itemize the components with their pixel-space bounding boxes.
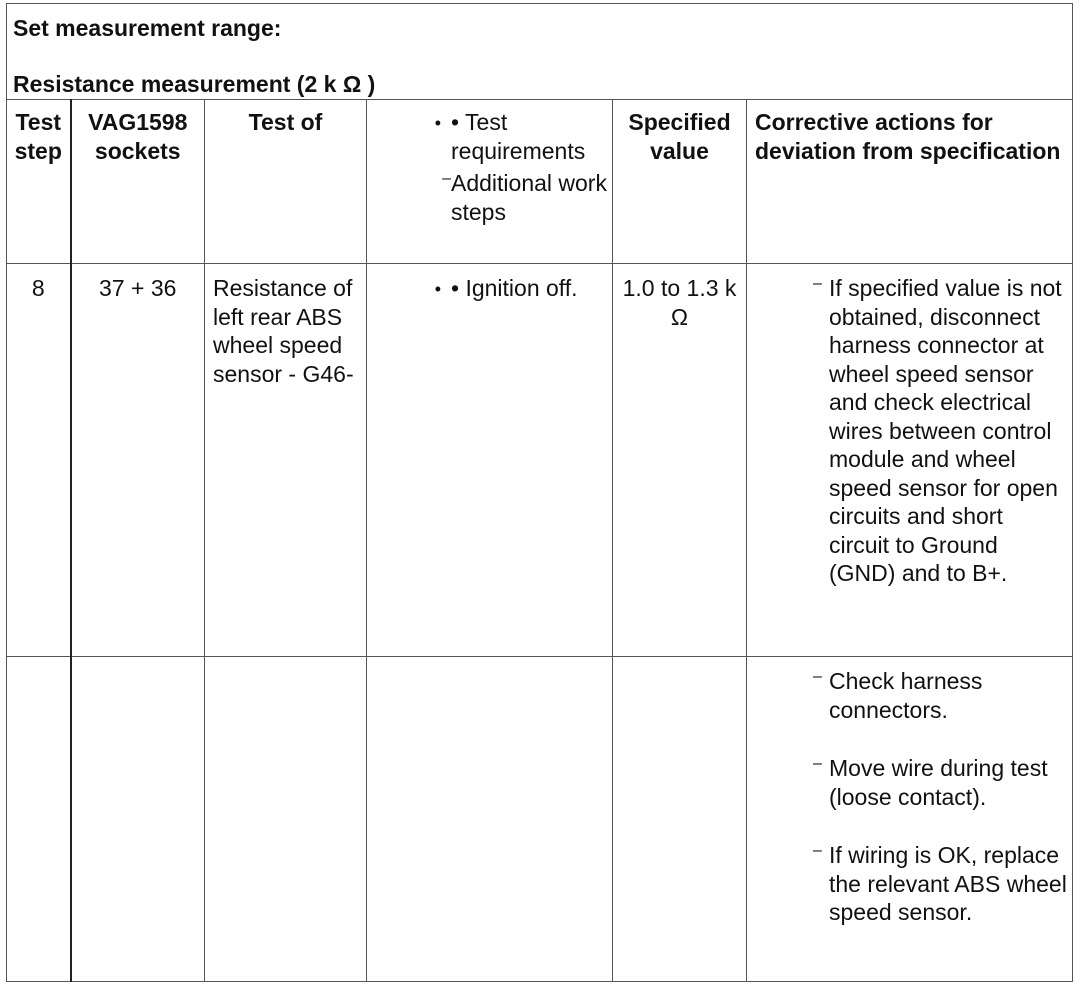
bullet-icon: • [434, 279, 441, 299]
list-item [813, 274, 1068, 588]
bullet-icon: • [434, 113, 441, 133]
requirement-item [367, 274, 612, 304]
cell-specified-value: 1.0 to 1.3 k Ω [613, 264, 747, 657]
cell-corrective-actions [747, 264, 1073, 657]
col-header-test-of: Test of [205, 100, 367, 264]
empty-cell [205, 657, 367, 982]
extra-action-text: Check harness connectors. [829, 668, 983, 723]
action-text: If specified value is not obtained, disconnect harness connector at wheel speed sensor and check electrical wires between control module and wheel speed sensor for open circuits and short circuit to Ground (GND) and to B+. [829, 275, 1062, 586]
dash-icon: – [813, 755, 822, 772]
requirements-dash-line [367, 169, 612, 226]
dash-icon: – [813, 668, 822, 685]
table-row [7, 657, 1073, 982]
empty-cell [613, 657, 747, 982]
list-item [813, 667, 1072, 724]
heading-row [7, 4, 1073, 100]
col-header-specified-value: Specified value [613, 100, 747, 264]
requirement-text: • Ignition off. [451, 275, 578, 301]
measurement-range-heading: Set measurement range: [13, 15, 282, 41]
additional-work-steps-label: Additional work steps [451, 170, 607, 225]
list-item [813, 754, 1072, 811]
extra-action-text: If wiring is OK, replace the relevant ABS wheel speed sensor. [829, 842, 1067, 925]
cell-extra-actions [747, 657, 1073, 982]
resistance-measurement-heading: Resistance measurement (2 k Ω ) [13, 70, 376, 97]
col-header-sockets: VAG1598 sockets [71, 100, 205, 264]
requirements-bullet-line [367, 108, 612, 165]
col-header-corrective-actions: Corrective actions for deviation from specification [747, 100, 1073, 264]
heading-cell [7, 4, 1073, 100]
dash-icon: – [813, 275, 822, 292]
extra-action-text: Move wire during test (loose contact). [829, 755, 1048, 810]
cell-test-of: Resistance of left rear ABS wheel speed sensor - G46- [205, 264, 367, 657]
dash-icon: – [442, 170, 451, 187]
measurement-table [6, 3, 1073, 982]
test-requirements-label: • Test requirements [451, 109, 586, 164]
cell-requirements [367, 264, 613, 657]
col-header-requirements [367, 100, 613, 264]
empty-cell [71, 657, 205, 982]
empty-cell [367, 657, 613, 982]
col-header-test-step: Test step [7, 100, 71, 264]
cell-test-step: 8 [7, 264, 71, 657]
list-item [813, 841, 1072, 927]
table-row [7, 264, 1073, 657]
cell-sockets: 37 + 36 [71, 264, 205, 657]
header-row [7, 100, 1073, 264]
empty-cell [7, 657, 71, 982]
dash-icon: – [813, 842, 822, 859]
